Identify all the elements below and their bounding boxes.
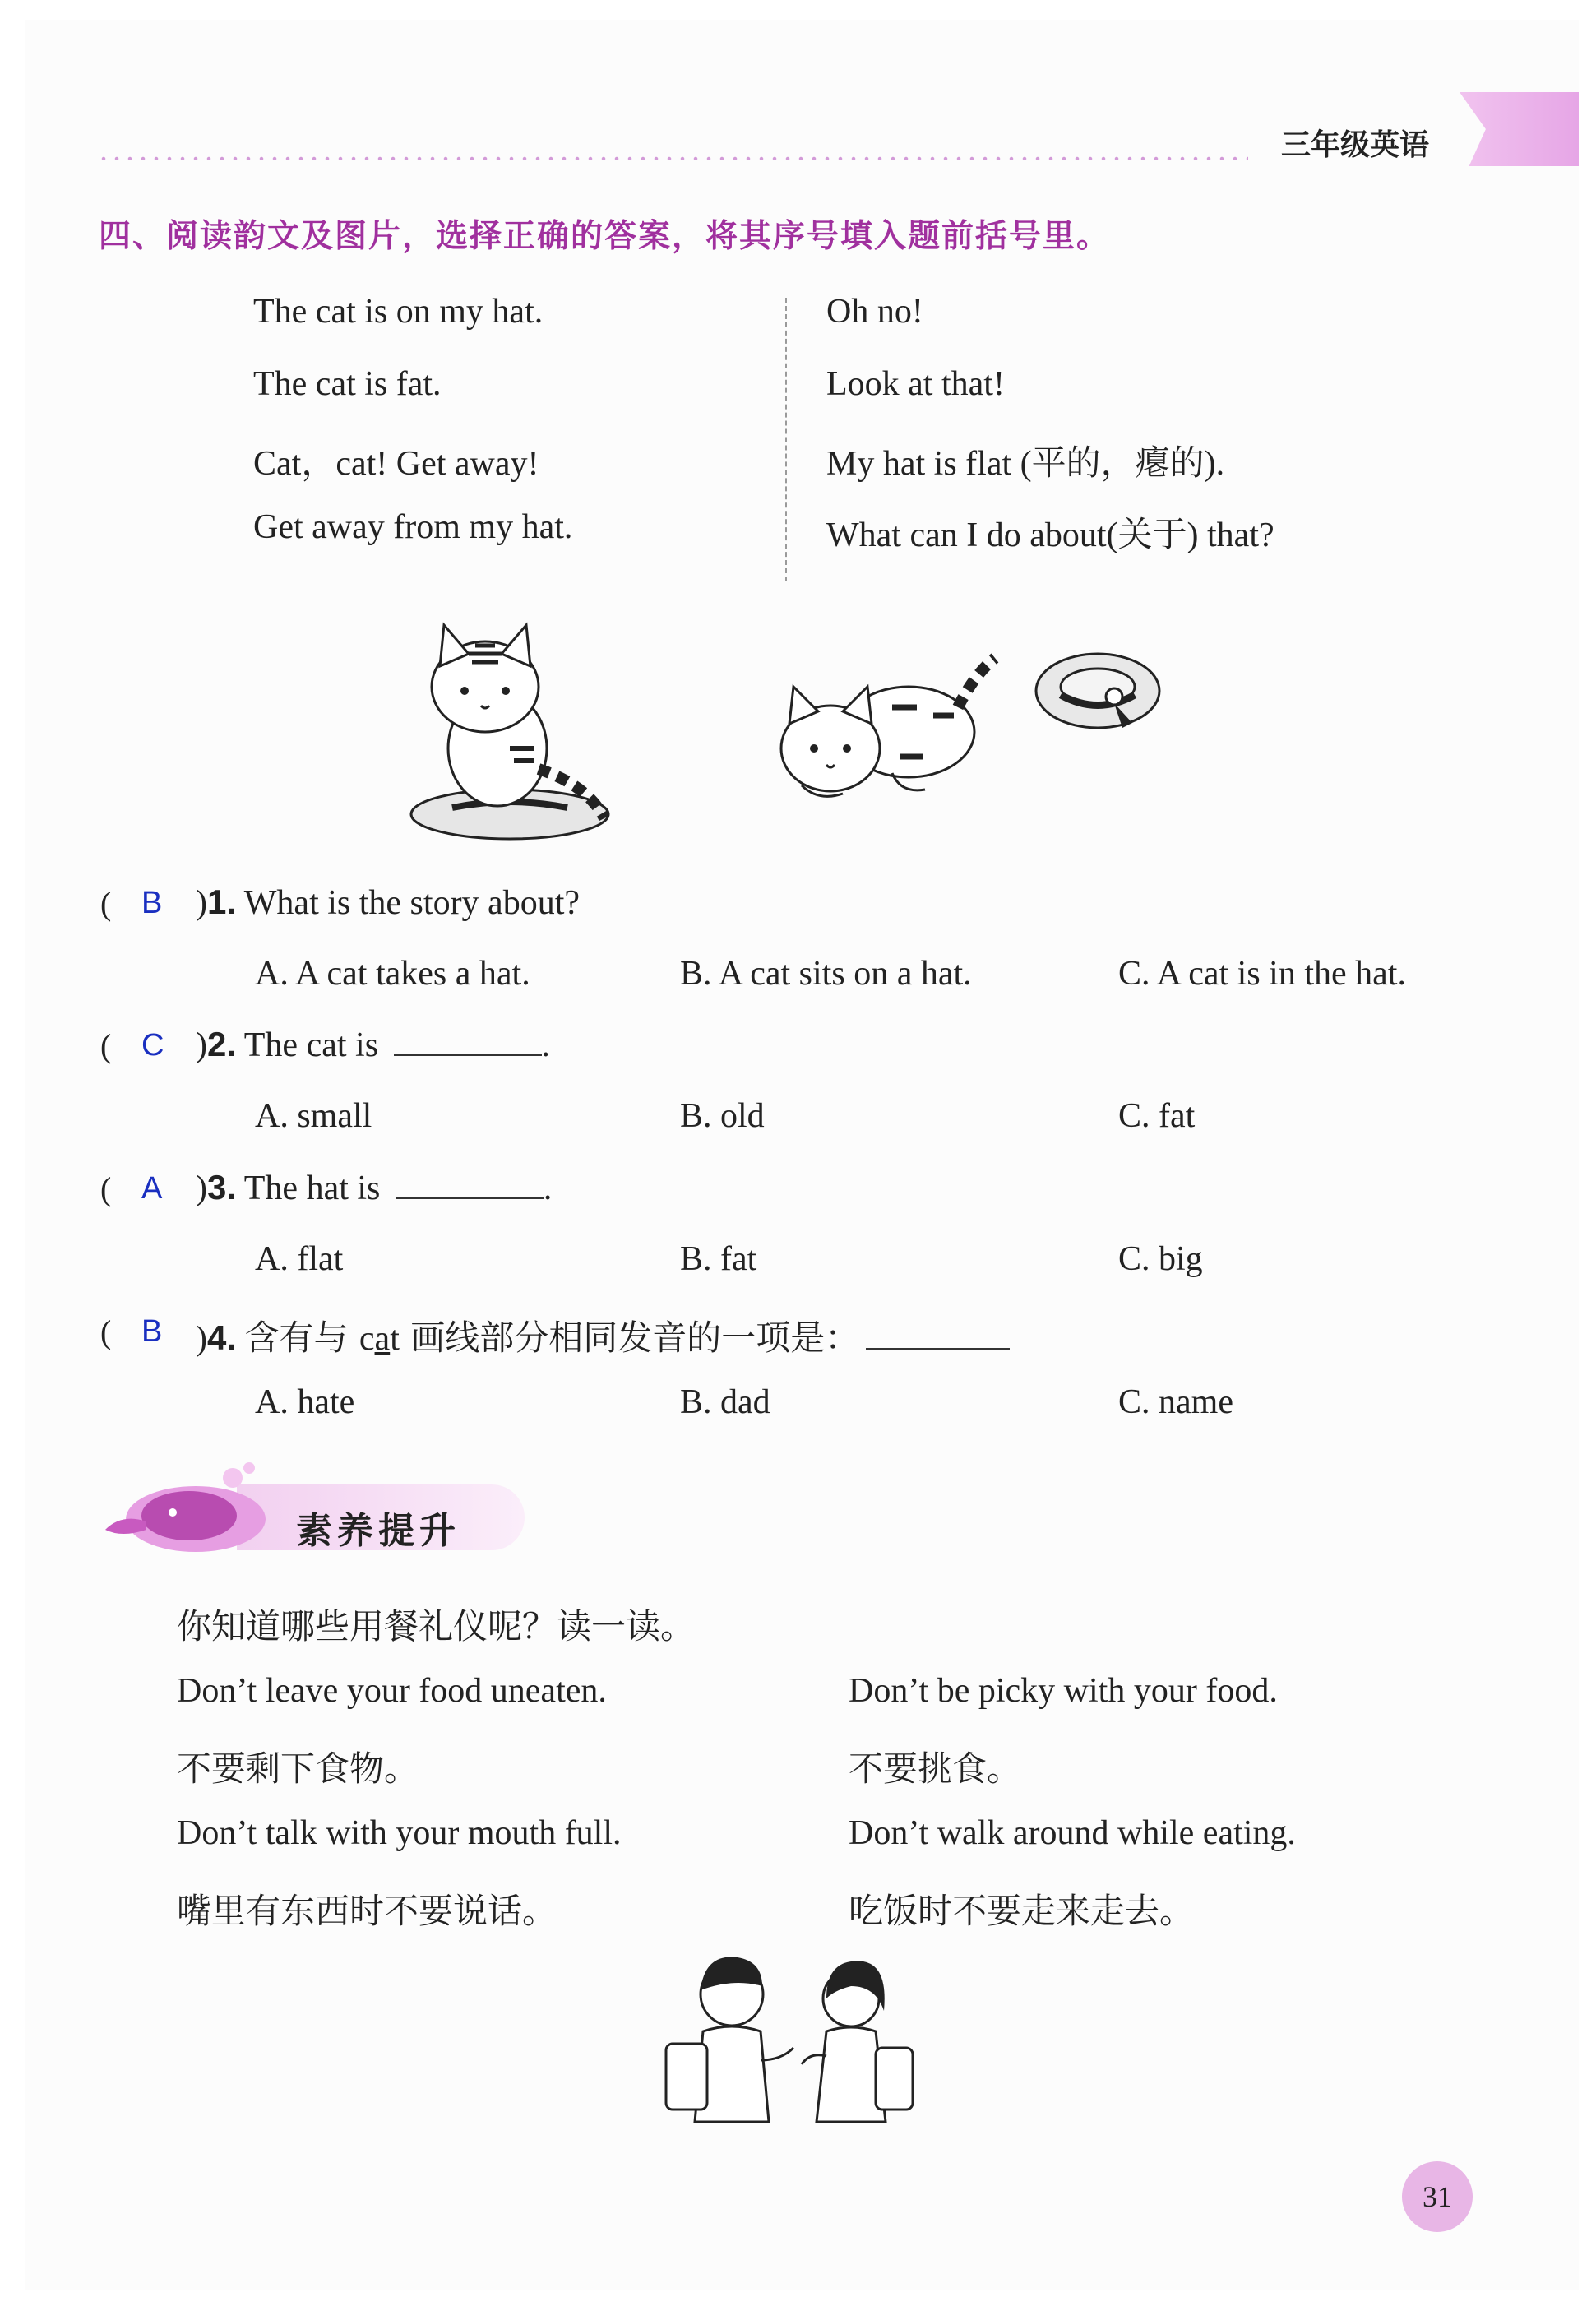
q3-text: The hat is [243,1169,381,1207]
q1-option-c: C. A cat is in the hat. [1118,955,1406,993]
tip-2-cn: 不要挑食。 [849,1748,1022,1789]
q1-answer: B [141,886,163,920]
q2-option-b: B. old [680,1097,765,1135]
grade-label: 三年级英语 [1281,128,1430,162]
q1-bracket-open: ( [100,885,112,922]
poem-left-line-4: Get away from my hat. [253,508,573,546]
etiquette-intro: 你知道哪些用餐礼仪呢？读一读。 [177,1606,696,1646]
q4-option-b: B. dad [680,1383,770,1421]
q4-text-pre: 含有与 [244,1318,359,1358]
q4-stem: )4. 含有与 cat 画线部分相同发音的一项是： [196,1311,1010,1360]
q1-text: What is the story about? [243,884,581,922]
tip-3-cn: 嘴里有东西时不要说话。 [177,1891,557,1931]
tip-4-en: Don’t walk around while eating. [849,1814,1296,1852]
q2-text: The cat is [243,1026,379,1064]
cat-jumping-illustration [769,633,1007,831]
q3-bracket-open: ( [100,1170,112,1207]
q3-option-c: C. big [1118,1240,1203,1278]
q1-option-b: B. A cat sits on a hat. [680,955,972,993]
q3-option-b: B. fat [680,1240,757,1278]
tip-2-en: Don’t be picky with your food. [849,1672,1278,1710]
workbook-page [25,20,1579,2290]
poem-right-line-4: What can I do about(关于) that? [826,516,1274,554]
q1-option-a: A. A cat takes a hat. [255,955,530,993]
flat-hat-illustration [1032,646,1163,744]
q2-option-a: A. small [255,1097,372,1135]
poem-left-line-1: The cat is on my hat. [253,293,544,331]
q4-option-c: C. name [1118,1383,1233,1421]
q2-option-c: C. fat [1118,1097,1196,1135]
page-number: 31 [1402,2161,1473,2232]
q4-text-post: 画线部分相同发音的一项是： [399,1318,860,1358]
header-dotted-line [97,156,1248,160]
q3-option-a: A. flat [255,1240,344,1278]
poem-right-line-2: Look at that! [826,365,1005,403]
q4-word-underlined: a [374,1320,391,1358]
q4-word-t: t [390,1320,400,1358]
tip-1-en: Don’t leave your food uneaten. [177,1672,607,1710]
poem-left-line-2: The cat is fat. [253,365,442,403]
q4-blank [866,1320,1010,1350]
q4-word-c: c [359,1320,375,1358]
poem-divider [785,298,787,581]
tip-3-en: Don’t talk with your mouth full. [177,1814,622,1852]
children-talking-illustration [658,1953,921,2130]
q2-blank [394,1026,542,1056]
section-four-title: 四、阅读韵文及图片，选择正确的答案，将其序号填入题前括号里。 [99,218,1111,255]
q2-stem: )2. The cat is . [196,1025,551,1064]
q1-number: 1. [207,882,237,921]
poem-left-line-3: Cat，cat! Get away! [253,445,539,483]
cat-on-hat-illustration [403,609,625,847]
whale-icon [97,1460,278,1558]
q3-blank [396,1169,544,1199]
section-extra-title: 素养提升 [296,1510,460,1552]
q2-number: 2. [207,1025,237,1063]
q3-number: 3. [207,1168,237,1206]
q4-option-a: A. hate [255,1383,355,1421]
q3-answer: A [141,1171,163,1206]
q1-stem: )1. What is the story about? [196,882,581,922]
tip-1-cn: 不要剩下食物。 [177,1748,419,1789]
q2-answer: C [141,1028,164,1063]
poem-right-line-1: Oh no! [826,293,923,331]
tip-4-cn: 吃饭时不要走来走去。 [849,1891,1195,1931]
q4-number: 4. [207,1318,237,1357]
poem-right-line-3: My hat is flat (平的，瘪的). [826,445,1225,483]
q3-stem: )3. The hat is . [196,1168,553,1207]
q4-answer: B [141,1314,163,1349]
q2-bracket-open: ( [100,1027,112,1064]
q4-bracket-open: ( [100,1313,112,1350]
